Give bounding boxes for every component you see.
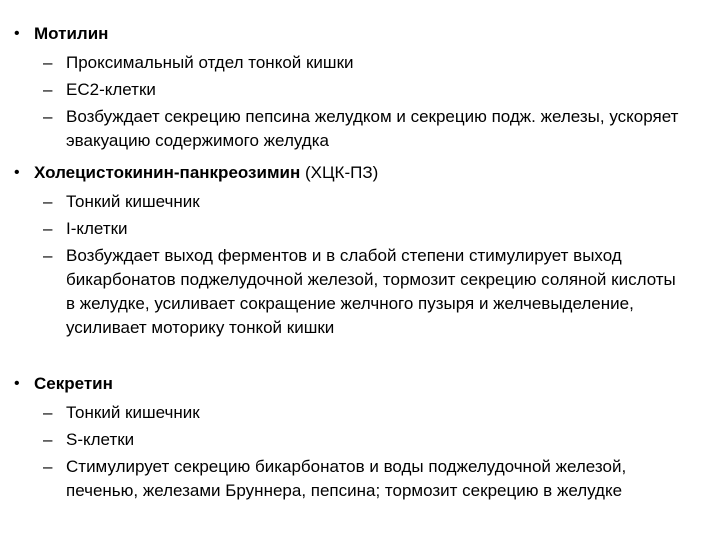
list-item-text: Возбуждает секрецию пепсина желудком и секрецию подж. железы, ускоряет эвакуацию содержимого желудка	[66, 107, 679, 150]
list-item	[0, 105, 700, 153]
dash-icon: –	[43, 192, 53, 211]
dash-icon: –	[43, 246, 53, 265]
dash-icon: –	[43, 219, 53, 238]
list-item	[0, 455, 700, 503]
bullet-icon: •	[14, 375, 20, 392]
list-item	[0, 428, 700, 452]
dash-icon: –	[43, 53, 53, 72]
list-item-text: Тонкий кишечник	[66, 403, 200, 422]
list-item-text: Стимулирует секрецию бикарбонатов и воды поджелудочной железой, печенью, железами Бруннера, пепсина; тормозит секрецию в желудке	[66, 457, 627, 500]
list-item-text: Тонкий кишечник	[66, 192, 200, 211]
section-title-bold: Холецистокинин-панкреозимин	[34, 163, 301, 182]
section-title	[34, 372, 113, 396]
section-title	[34, 22, 108, 46]
section-motilin-list	[0, 51, 700, 153]
section-title-suffix: (ХЦК-ПЗ)	[300, 163, 379, 182]
section-cck-list	[0, 190, 700, 340]
dash-icon: –	[43, 107, 53, 126]
section-title-bold: Мотилин	[34, 24, 109, 43]
list-item	[0, 217, 700, 241]
bullet-icon: •	[14, 164, 20, 181]
list-item	[0, 190, 700, 214]
dash-icon: –	[43, 403, 53, 422]
section-secretin-list	[0, 401, 700, 503]
list-item-text: I-клетки	[66, 219, 128, 238]
list-item	[0, 78, 700, 102]
list-item	[0, 244, 700, 340]
list-item	[0, 401, 700, 425]
bullet-icon: •	[14, 25, 20, 42]
dash-icon: –	[43, 430, 53, 449]
section-title-bold: Секретин	[34, 374, 113, 393]
dash-icon: –	[43, 80, 53, 99]
dash-icon: –	[43, 457, 53, 476]
list-item-text: Возбуждает выход ферментов и в слабой степени стимулирует выход бикарбонатов поджелудочной железой, тормозит секрецию соляной кислоты в желудке, усиливает сокращение желчного пузыря и желчевыделение, усиливает моторику тонкой кишки	[66, 246, 676, 337]
list-item	[0, 51, 700, 75]
list-item-text: Проксимальный отдел тонкой кишки	[66, 53, 354, 72]
section-title	[34, 161, 378, 185]
list-item-text: ЕС2-клетки	[66, 80, 156, 99]
list-item-text: S-клетки	[66, 430, 135, 449]
